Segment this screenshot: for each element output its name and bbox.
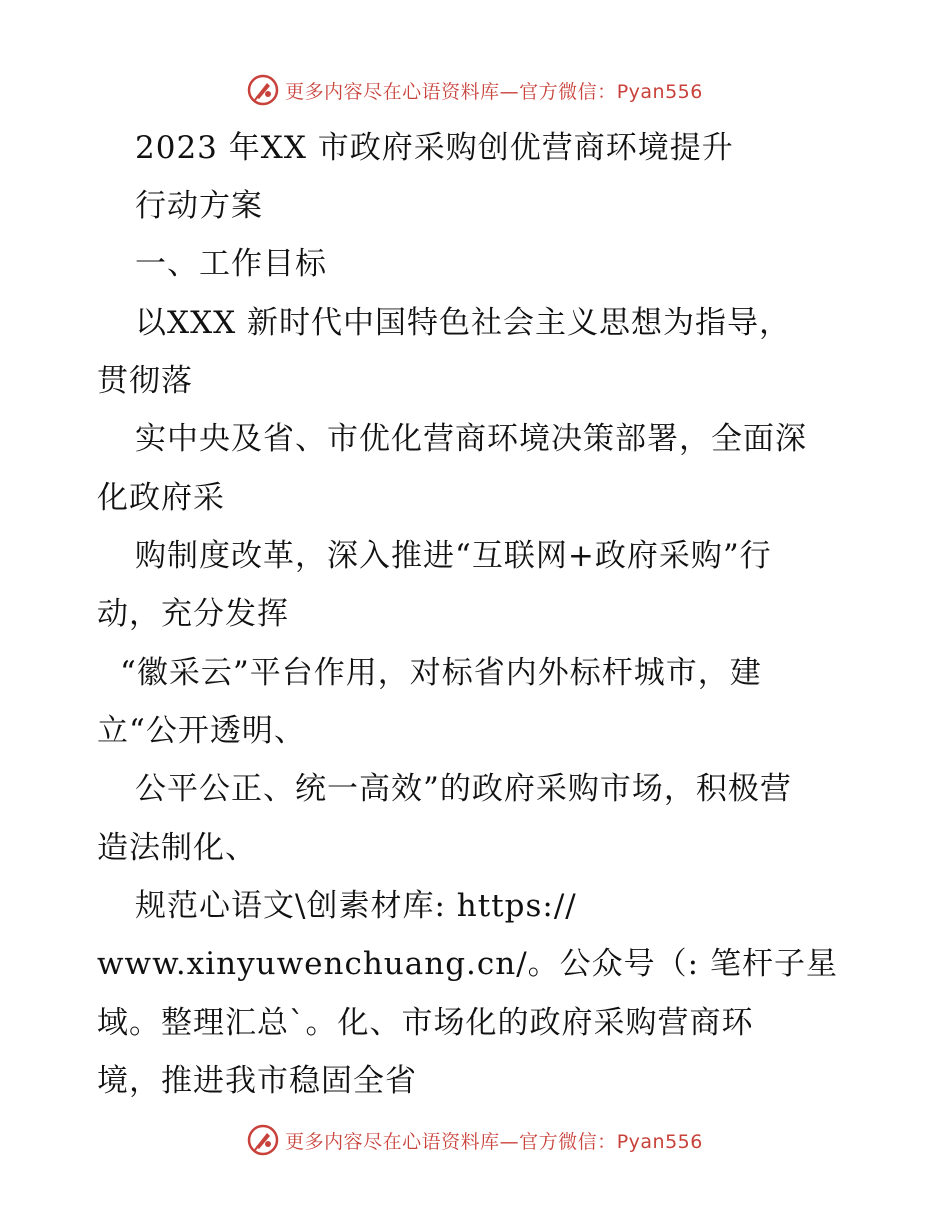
footer-banner: [0, 1120, 950, 1160]
doc-line: 公平公正、统一高效”的政府采购市场，积极营: [135, 771, 792, 807]
doc-line: 立“公开透明、: [97, 713, 306, 749]
quill-logo-icon: [247, 1124, 279, 1156]
quill-logo-icon: [247, 74, 279, 106]
banner-separator: —: [499, 80, 520, 103]
banner-main-text: 更多内容尽在心语资料库: [285, 80, 500, 103]
doc-line-section-heading: 一、工作目标: [135, 246, 327, 282]
doc-line: 造法制化、: [97, 830, 257, 866]
doc-line: 化政府采: [97, 480, 225, 516]
banner-official-label: 官方微信：: [519, 1130, 617, 1153]
doc-line: 购制度改革，深入推进“互联网+政府采购”行: [135, 538, 772, 574]
banner-account: Pyan556: [616, 80, 703, 103]
banner-official-label: 官方微信：: [519, 80, 617, 103]
doc-line: 动，充分发挥: [97, 596, 289, 632]
doc-line: 域。整理汇总`。化、市场化的政府采购营商环: [97, 1005, 754, 1041]
doc-line: 实中央及省、市优化营商环境决策部署，全面深: [135, 421, 807, 457]
doc-line-title: 2023 年XX 市政府采购创优营商环境提升: [135, 130, 734, 166]
banner-text: [285, 77, 703, 104]
doc-line: 贯彻落: [97, 363, 193, 399]
doc-line: 境，推进我市稳固全省: [97, 1063, 417, 1099]
banner-separator: —: [499, 1130, 520, 1153]
doc-line-title-cont: 行动方案: [135, 188, 263, 224]
doc-line: 规范心语文\创素材库: https://: [135, 888, 577, 924]
doc-line: www.xinyuwenchuang.cn/。公众号（: 笔杆子星: [97, 946, 838, 982]
banner-account: Pyan556: [616, 1130, 703, 1153]
doc-line: 以XXX 新时代中国特色社会主义思想为指导，: [135, 305, 792, 341]
doc-line: “徽采云”平台作用，对标省内外标杆城市，建: [120, 655, 762, 691]
banner-main-text: 更多内容尽在心语资料库: [285, 1130, 500, 1153]
header-banner: [0, 70, 950, 110]
banner-text: [285, 1127, 703, 1154]
